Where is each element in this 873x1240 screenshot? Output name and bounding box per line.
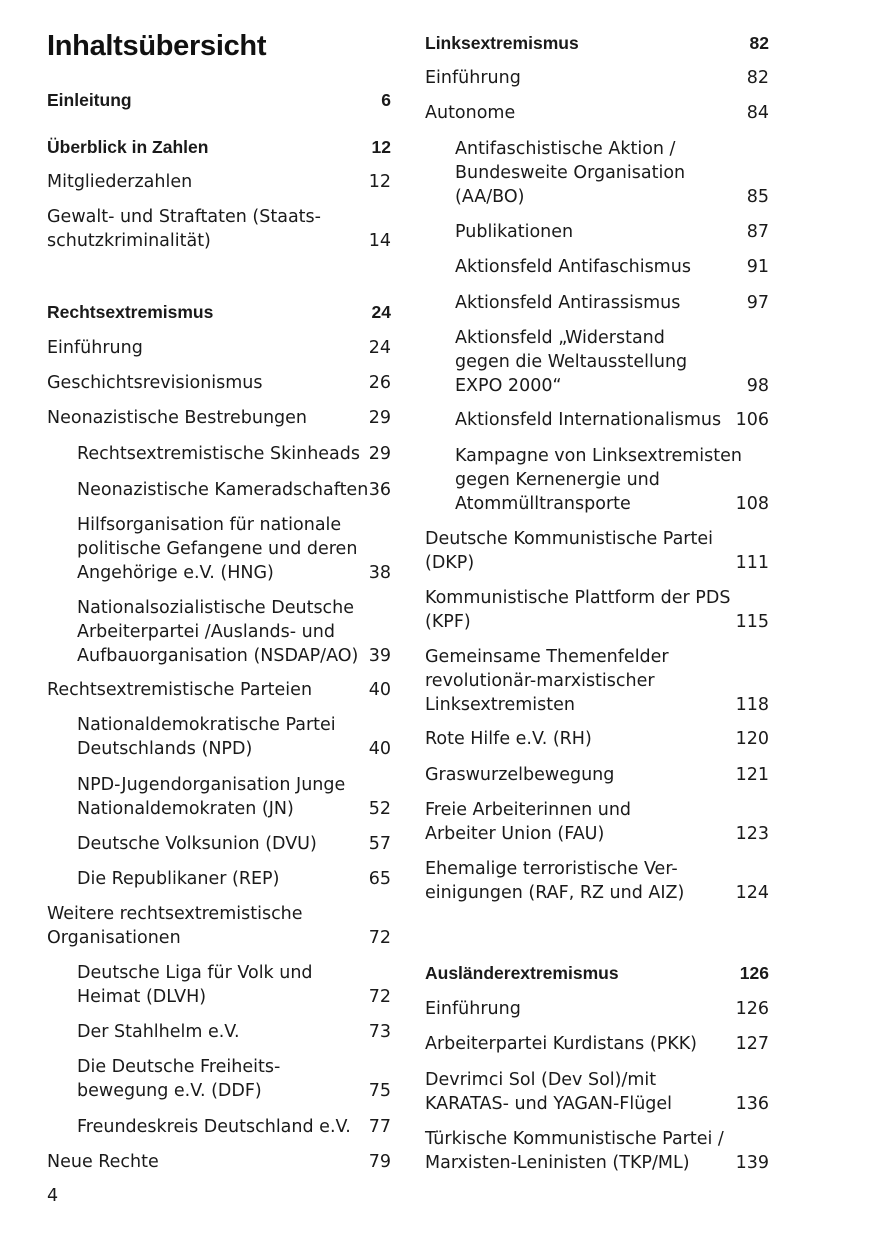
toc-entry-label: Überblick in Zahlen <box>47 137 209 157</box>
toc-entry <box>425 961 769 985</box>
toc-entry-label: Rechtsextremistische Skinheads <box>77 444 360 464</box>
toc-entry-page: 72 <box>368 928 391 948</box>
toc-entry-page: 97 <box>746 293 769 313</box>
toc-entry-page: 29 <box>368 444 391 464</box>
toc-entry-label: Türkische Kommunistische Partei / Marxisten-Leninisten (TKP/ML) <box>425 1129 724 1173</box>
toc-entry-label: Kommunistische Plattform der PDS (KPF) <box>425 588 731 632</box>
toc-entry-page: 84 <box>746 103 769 123</box>
toc-entry <box>425 1032 769 1056</box>
toc-entry-label: Freundeskreis Deutschland e.V. <box>77 1117 351 1137</box>
toc-entry-page: 36 <box>368 480 391 500</box>
toc-entry <box>77 1055 391 1103</box>
toc-entry-label: Neonazistische Bestrebungen <box>47 408 308 428</box>
toc-entry-label: Gemeinsame Themenfelder revolutionär-marxistischer Linksextremisten <box>425 647 669 715</box>
toc-entry <box>425 763 769 787</box>
toc-entry-label: Einleitung <box>47 90 132 110</box>
toc-entry <box>47 406 391 430</box>
page-number: 4 <box>47 1186 59 1206</box>
toc-entry <box>77 1020 391 1044</box>
toc-entry-page: 136 <box>735 1094 769 1114</box>
toc-entry-page: 79 <box>368 1152 391 1172</box>
toc-entry-page: 77 <box>368 1117 391 1137</box>
toc-entry-label: Aktionsfeld Antirassismus <box>455 293 681 313</box>
toc-entry-page: 40 <box>368 739 391 759</box>
toc-entry-page: 14 <box>368 231 391 251</box>
toc-entry <box>455 444 769 516</box>
toc-entry <box>425 101 769 125</box>
toc-entry-page: 40 <box>368 680 391 700</box>
toc-entry <box>425 798 769 846</box>
toc-entry-page: 52 <box>368 799 391 819</box>
toc-entry-label: Ausländerextremismus <box>425 963 619 983</box>
toc-entry-page: 72 <box>368 987 391 1007</box>
toc-entry-page: 75 <box>368 1081 391 1101</box>
toc-entry-label: Einführung <box>47 338 143 358</box>
toc-entry <box>455 326 769 398</box>
toc-entry-page: 39 <box>368 646 391 666</box>
toc-entry-page: 139 <box>735 1153 769 1173</box>
toc-entry-label: Geschichtsrevisionismus <box>47 373 263 393</box>
toc-entry-label: Gewalt- und Straftaten (Staats- schutzkriminalität) <box>47 207 321 251</box>
toc-entry-label: Autonome <box>425 103 516 123</box>
toc-entry <box>425 31 769 55</box>
toc-entry <box>455 137 769 209</box>
toc-entry-label: Deutsche Kommunistische Partei (DKP) <box>425 529 713 573</box>
toc-entry-label: Die Republikaner (REP) <box>77 869 280 889</box>
toc-entry-page: 111 <box>735 553 769 573</box>
page-title: Inhaltsübersicht <box>47 30 267 62</box>
toc-entry <box>455 255 769 279</box>
toc-entry-label: Rote Hilfe e.V. (RH) <box>425 729 592 749</box>
toc-entry <box>425 527 769 575</box>
toc-entry <box>77 867 391 891</box>
toc-entry-label: Nationalsozialistische Deutsche Arbeiterpartei /Auslands- und Aufbauorganisation (NSDAP/AO) <box>77 598 359 666</box>
toc-entry <box>47 678 391 702</box>
toc-entry-label: Linksextremismus <box>425 33 579 53</box>
toc-entry <box>425 727 769 751</box>
toc-entry <box>455 220 769 244</box>
toc-entry-label: Hilfsorganisation für nationale politische Gefangene und deren Angehörige e.V. (HNG) <box>77 515 358 583</box>
toc-entry-label: Neue Rechte <box>47 1152 159 1172</box>
toc-entry-page: 24 <box>368 338 391 358</box>
toc-entry-page: 82 <box>749 33 769 53</box>
toc-entry-page: 115 <box>735 612 769 632</box>
toc-entry-page: 126 <box>739 963 769 983</box>
toc-entry <box>47 371 391 395</box>
toc-entry-label: Rechtsextremistische Parteien <box>47 680 313 700</box>
toc-entry <box>455 408 769 432</box>
toc-entry-label: Deutsche Liga für Volk und Heimat (DLVH) <box>77 963 313 1007</box>
toc-entry-label: Neonazistische Kameradschaften <box>77 480 369 500</box>
toc-entry-page: 127 <box>735 1034 769 1054</box>
toc-entry-label: Freie Arbeiterinnen und Arbeiter Union (FAU) <box>425 800 632 844</box>
toc-entry-label: Devrimci Sol (Dev Sol)/mit KARATAS- und YAGAN-Flügel <box>425 1070 673 1114</box>
toc-entry <box>425 645 769 717</box>
toc-entry-page: 12 <box>371 137 391 157</box>
toc-entry-page: 121 <box>735 765 769 785</box>
toc-entry <box>47 170 391 194</box>
toc-entry-label: Einführung <box>425 999 521 1019</box>
toc-entry-label: Aktionsfeld Internationalismus <box>455 410 722 430</box>
toc-entry-label: Die Deutsche Freiheits- bewegung e.V. (DDF) <box>77 1057 281 1101</box>
toc-entry-label: Graswurzelbewegung <box>425 765 615 785</box>
toc-entry-page: 118 <box>735 695 769 715</box>
toc-entry-page: 26 <box>368 373 391 393</box>
toc-entry-page: 82 <box>746 68 769 88</box>
toc-entry <box>77 961 391 1009</box>
toc-entry-page: 38 <box>368 563 391 583</box>
toc-entry <box>77 596 391 668</box>
toc-entry-label: Mitgliederzahlen <box>47 172 193 192</box>
toc-entry-page: 85 <box>746 187 769 207</box>
toc-entry-page: 124 <box>735 883 769 903</box>
toc-entry <box>425 586 769 634</box>
toc-entry <box>47 902 391 950</box>
toc-entry-label: Ehemalige terroristische Ver- einigungen (RAF, RZ und AIZ) <box>425 859 685 903</box>
toc-entry-page: 24 <box>371 302 391 322</box>
toc-entry-page: 120 <box>735 729 769 749</box>
toc-entry <box>425 66 769 90</box>
toc-entry <box>77 442 391 466</box>
toc-entry <box>425 1068 769 1116</box>
toc-entry-label: Deutsche Volksunion (DVU) <box>77 834 317 854</box>
toc-entry-label: Weitere rechtsextremistische Organisationen <box>47 904 303 948</box>
toc-entry-label: NPD-Jugendorganisation Junge Nationaldemokraten (JN) <box>77 775 346 819</box>
toc-entry <box>47 205 391 253</box>
toc-entry-page: 106 <box>735 410 769 430</box>
toc-entry-page: 57 <box>368 834 391 854</box>
toc-entry-page: 6 <box>381 90 391 110</box>
toc-entry-page: 29 <box>368 408 391 428</box>
toc-entry-label: Arbeiterpartei Kurdistans (PKK) <box>425 1034 697 1054</box>
toc-entry <box>77 478 391 502</box>
toc-entry-page: 91 <box>746 257 769 277</box>
toc-entry <box>425 857 769 905</box>
toc-entry-page: 98 <box>746 376 769 396</box>
toc-entry <box>77 713 391 761</box>
toc-entry-label: Einführung <box>425 68 521 88</box>
toc-entry-page: 73 <box>368 1022 391 1042</box>
toc-entry-page: 126 <box>735 999 769 1019</box>
toc-entry <box>47 300 391 324</box>
toc-entry-label: Aktionsfeld „Widerstand gegen die Weltausstellung EXPO 2000“ <box>455 328 688 396</box>
toc-entry-label: Publikationen <box>455 222 574 242</box>
toc-entry <box>77 513 391 585</box>
toc-entry <box>455 291 769 315</box>
toc-entry-page: 108 <box>735 494 769 514</box>
toc-entry <box>47 88 391 112</box>
toc-entry <box>425 1127 769 1175</box>
toc-entry-page: 123 <box>735 824 769 844</box>
toc-entry <box>47 336 391 360</box>
toc-entry-label: Antifaschistische Aktion / Bundesweite Organisation (AA/BO) <box>455 139 686 207</box>
toc-entry-label: Nationaldemokratische Partei Deutschlands (NPD) <box>77 715 336 759</box>
toc-entry-label: Aktionsfeld Antifaschismus <box>455 257 691 277</box>
toc-entry-page: 87 <box>746 222 769 242</box>
toc-entry-label: Der Stahlhelm e.V. <box>77 1022 240 1042</box>
toc-entry <box>77 773 391 821</box>
toc-entry <box>77 1115 391 1139</box>
toc-entry-label: Kampagne von Linksextremisten gegen Kernenergie und Atommülltransporte <box>455 446 742 514</box>
toc-entry <box>47 1150 391 1174</box>
toc-entry <box>47 135 391 159</box>
toc-entry-label: Rechtsextremismus <box>47 302 214 322</box>
toc-entry-page: 65 <box>368 869 391 889</box>
toc-entry <box>425 997 769 1021</box>
toc-entry-page: 12 <box>368 172 391 192</box>
toc-entry <box>77 832 391 856</box>
